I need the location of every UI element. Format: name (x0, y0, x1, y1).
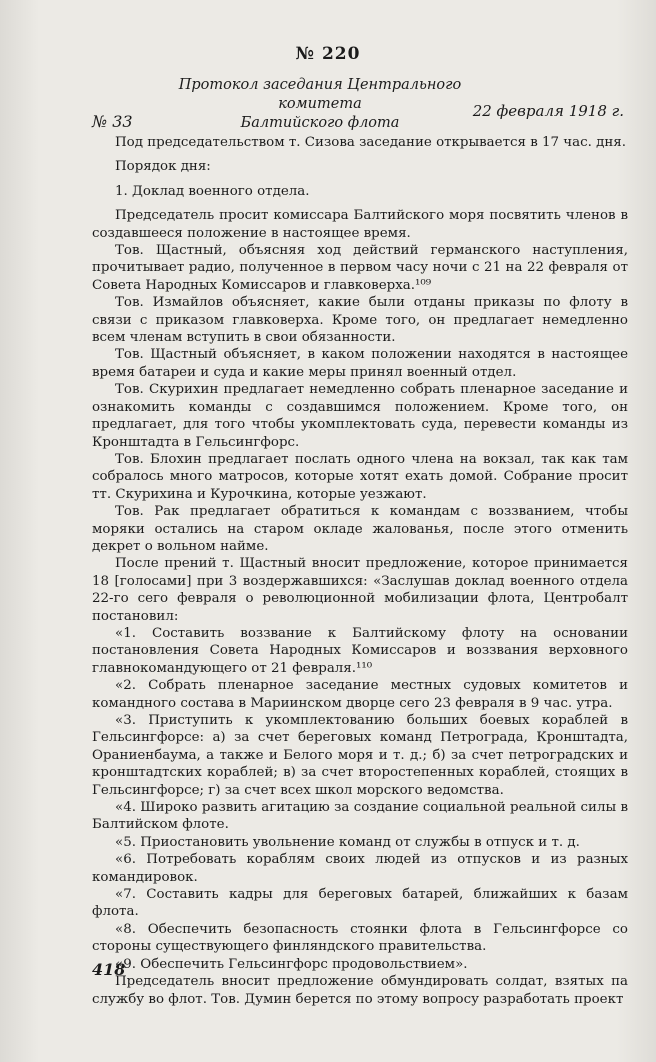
document-number: № 220 (295, 44, 361, 64)
paragraph: «5. Приостановить увольнение команд от службы в отпуск и т. д. (115, 834, 580, 850)
paragraph: «6. Потребовать кораблям своих людей из отпусков и из разных командировок. (92, 852, 628, 885)
body-text (92, 134, 628, 1008)
paragraph: «7. Составить кадры для береговых батарей, ближайших к базам флота. (92, 887, 628, 920)
paragraph: Председатель вносит предложение обмундировать солдат, взятых па службу во флот. Тов. Думин берется по этому вопросу разработать проект (92, 974, 628, 1007)
paragraph: «8. Обеспечить безопасность стоянки флота в Гельсингфорсе со стороны существующего финляндского правительства. (92, 921, 628, 955)
paragraph: «1. Составить воззвание к Балтийскому флоту на основании постановления Совета Народных Комиссаров и воззвания верховного главнокомандующего от 21 февраля.¹¹⁰ (92, 625, 628, 676)
paragraph: Тов. Щастный, объясняя ход действий германского наступления, прочитывает радио, полученное в первом часу ночи с 21 на 22 февраля от Совета Народных Комиссаров и главковерха.¹⁰⁹ (92, 243, 628, 293)
paragraph: «9. Обеспечить Гельсингфорс продовольствием». (115, 956, 468, 972)
paragraph: Под председательством т. Сизова заседание открывается в 17 час. дня. (115, 135, 627, 150)
paragraph: Тов. Скурихин предлагает немедленно собрать пленарное заседание и ознакомить команды с создавшимся положением. Кроме того, он предлагает, для того чтобы укомплектовать суда, перевести команды из Кронштадта в Гельсингфорс. (92, 382, 628, 450)
document-date: 22 февраля 1918 г. (472, 102, 624, 120)
paragraph: Председатель просит комиссара Балтийского моря посвятить членов в создавшееся положение в настоящее время. (92, 208, 628, 241)
paragraph: Порядок дня: (115, 159, 211, 175)
paragraph: «2. Собрать пленарное заседание местных судовых комитетов и командного состава в Мариинском дворце сего 23 февраля в 9 час. утра. (92, 678, 628, 711)
paragraph: «3. Приступить к укомплектованию больших боевых кораблей в Гельсингфорсе: а) за счет береговых команд Петрограда, Кронштадта, Ораниенбаума, а также и Белого моря и т. д.; б) за счет петроградских и кронштадтских кораблей; в) за счет второстепенных кораблей, стоящих в Гельсингфорсе; г) за счет всех школ морского ведомства. (92, 713, 628, 798)
paragraph: После прений т. Щастный вносит предложение, которое принимается 18 [голосами] при 3 воздержавшихся: «Заслушав доклад военного отдела 22-го сего февраля о революционной мобилизации флота, Центробалт постановил: (92, 556, 628, 624)
heading-line-1: Протокол заседания Центрального комитета (178, 77, 462, 112)
paragraph: «4. Широко развить агитацию за создание социальной реальной силы в Балтийском флоте. (92, 800, 628, 833)
paragraph: Тов. Щастный объясняет, в каком положении находятся в настоящее время батареи и суда и какие меры принял военный отдел. (92, 347, 628, 380)
paragraph: Тов. Измайлов объясняет, какие были отданы приказы по флоту в связи с приказом главковерха. Кроме того, он предлагает немедленно всем членам вступить в свои обязанности. (92, 295, 628, 346)
document-heading (150, 76, 490, 133)
paragraph: 1. Доклад военного отдела. (115, 183, 310, 199)
paragraph: Тов. Рак предлагает обратиться к командам с воззванием, чтобы моряки остались на старом окладе жалованья, после этого отменить декрет о вольном найме. (92, 504, 628, 554)
protocol-number: № 33 (92, 112, 133, 131)
heading-line-2: Балтийского флота (240, 115, 400, 131)
paragraph: Тов. Блохин предлагает послать одного члена на вокзал, так как там собралось много матросов, которые хотят ехать домой. Собрание просит тт. Скурихина и Курочкина, которые уезжают. (92, 451, 628, 502)
page-number: 418 (92, 960, 126, 979)
